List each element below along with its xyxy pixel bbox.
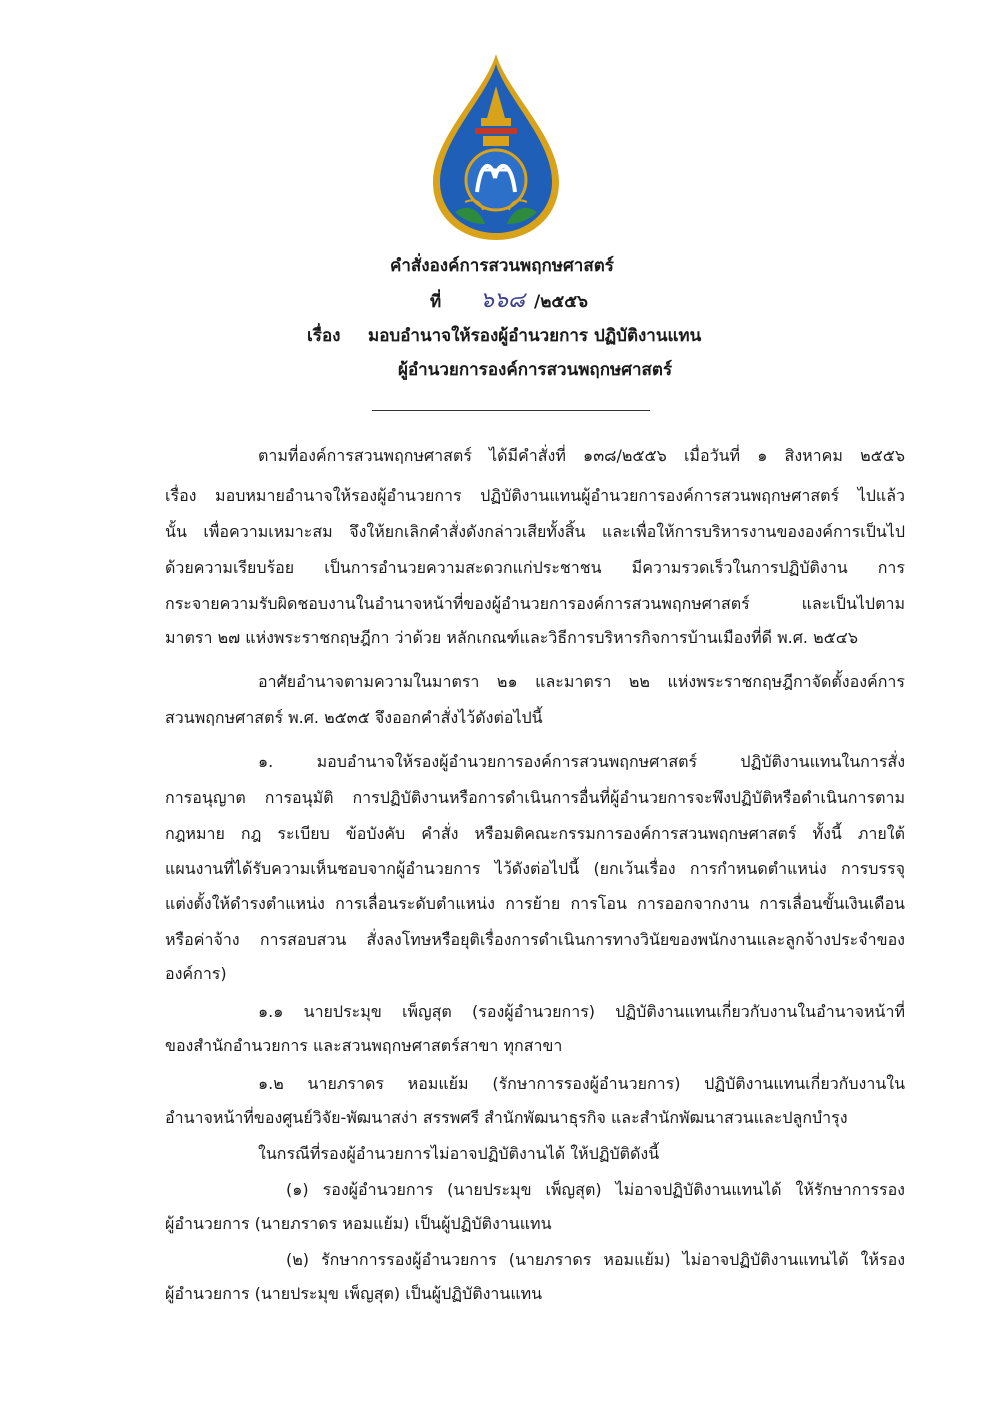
paragraph-2-line: สวนพฤกษศาสตร์ พ.ศ. ๒๕๓๕ จึงออกคำสั่งไว้ดังต่อไปนี้ (165, 708, 543, 727)
paragraph-1-line: มาตรา ๒๗ แห่งพระราชกฤษฎีกา ว่าด้วย หลักเกณฑ์และวิธีการบริหารกิจการบ้านเมืองที่ดี พ.ศ. ๒๕๔๖ (165, 628, 858, 647)
paragraph-1-line: ด้วยความเรียบร้อย เป็นการอำนวยความสะดวกแก่ประชาชน มีความรวดเร็วในการปฏิบัติงาน การ (165, 558, 905, 577)
paragraph-2-line: อาศัยอำนาจตามความในมาตรา ๒๑ และมาตรา ๒๒ แห่งพระราชกฤษฎีกาจัดตั้งองค์การ (258, 672, 905, 691)
case-2-line: (๒) รักษาการรองผู้อำนวยการ (นายภราดร หอมแย้ม) ไม่อาจปฏิบัติงานแทนได้ ให้รอง (286, 1250, 905, 1269)
subject-line-1: มอบอำนาจให้รองผู้อำนวยการ ปฏิบัติงานแทน (368, 326, 702, 346)
condition-line: ในกรณีที่รองผู้อำนวยการไม่อาจปฏิบัติงานได้ ให้ปฏิบัติดังนี้ (258, 1144, 660, 1163)
item-1-1-line: ของสำนักอำนวยการ และสวนพฤกษศาสตร์สาขา ทุกสาขา (165, 1036, 563, 1055)
case-1-line: (๑) รองผู้อำนวยการ (นายประมุข เพ็ญสุต) ไม่อาจปฏิบัติงานแทนได้ ให้รักษาการรอง (286, 1180, 905, 1199)
water-drop-emblem-icon (425, 52, 567, 242)
header-divider (372, 410, 650, 411)
paragraph-1-line: กระจายความรับผิดชอบงานในอำนาจหน้าที่ของผู้อำนวยการองค์การสวนพฤกษศาสตร์ และเป็นไปตาม (165, 594, 905, 613)
subject-label: เรื่อง (307, 326, 341, 346)
paragraph-1-line: นั้น เพื่อความเหมาะสม จึงให้ยกเลิกคำสั่งดังกล่าวเสียทั้งสิ้น และเพื่อให้การบริหารงานขององค์การเป็นไป (165, 522, 905, 541)
paragraph-3-line: แผนงานที่ได้รับความเห็นชอบจากผู้อำนวยการ ไว้ดังต่อไปนี้ (ยกเว้นเรื่อง การกำหนดตำแหน่ง การบรรจุ (165, 859, 905, 878)
document-title: คำสั่งองค์การสวนพฤกษศาสตร์ (390, 256, 614, 276)
item-1-2-line: ๑.๒ นายภราดร หอมแย้ม (รักษาการรองผู้อำนวยการ) ปฏิบัติงานแทนเกี่ยวกับงานใน (258, 1074, 905, 1093)
case-2-line: ผู้อำนวยการ (นายประมุข เพ็ญสุต) เป็นผู้ปฏิบัติงานแทน (165, 1284, 543, 1303)
item-1-1-line: ๑.๑ นายประมุข เพ็ญสุต (รองผู้อำนวยการ) ปฏิบัติงานแทนเกี่ยวกับงานในอำนาจหน้าที่ (258, 1002, 905, 1021)
organization-emblem (425, 52, 567, 242)
paragraph-3-line: กฎหมาย กฎ ระเบียบ ข้อบังคับ คำสั่ง หรือมติคณะกรรมการองค์การสวนพฤกษศาสตร์ ทั้งนี้ ภายใต้ (165, 824, 905, 843)
case-1-line: ผู้อำนวยการ (นายภราดร หอมแย้ม) เป็นผู้ปฏิบัติงานแทน (165, 1214, 552, 1233)
paragraph-3-line: แต่งตั้งให้ดำรงตำแหน่ง การเลื่อนระดับตำแหน่ง การย้าย การโอน การออกจากงาน การเลื่อนขั้นเงินเดือน (165, 894, 905, 913)
paragraph-3-line: องค์การ) (165, 964, 227, 983)
paragraph-1-line: ตามที่องค์การสวนพฤกษศาสตร์ ได้มีคำสั่งที่ ๑๓๘/๒๕๕๖ เมื่อวันที่ ๑ สิงหาคม ๒๕๕๖ (258, 446, 905, 465)
order-number-label: ที่ (430, 292, 442, 312)
paragraph-3-line: ๑. มอบอำนาจให้รองผู้อำนวยการองค์การสวนพฤกษศาสตร์ ปฏิบัติงานแทนในการสั่ง (258, 752, 905, 771)
subject-line-2: ผู้อำนวยการองค์การสวนพฤกษศาสตร์ (398, 360, 673, 380)
item-1-2-line: อำนาจหน้าที่ของศูนย์วิจัย-พัฒนาสง่า สรรพศรี สำนักพัฒนาธุรกิจ และสำนักพัฒนาสวนและปลูกบำรุง (165, 1108, 848, 1127)
order-number-handwritten: ๖๖๘ (480, 288, 525, 313)
order-number-year: /๒๕๕๖ (534, 292, 588, 312)
paragraph-3-line: หรือค่าจ้าง การสอบสวน สั่งลงโทษหรือยุติเรื่องการดำเนินการทางวินัยของพนักงานและลูกจ้างประจำของ (165, 930, 905, 949)
paragraph-1-line: เรื่อง มอบหมายอำนาจให้รองผู้อำนวยการ ปฏิบัติงานแทนผู้อำนวยการองค์การสวนพฤกษศาสตร์ ไปแล้ว (165, 486, 905, 505)
paragraph-3-line: การอนุญาต การอนุมัติ การปฏิบัติงานหรือการดำเนินการอื่นที่ผู้อำนวยการจะพึงปฏิบัติหรือดำเนินการตาม (165, 788, 905, 807)
